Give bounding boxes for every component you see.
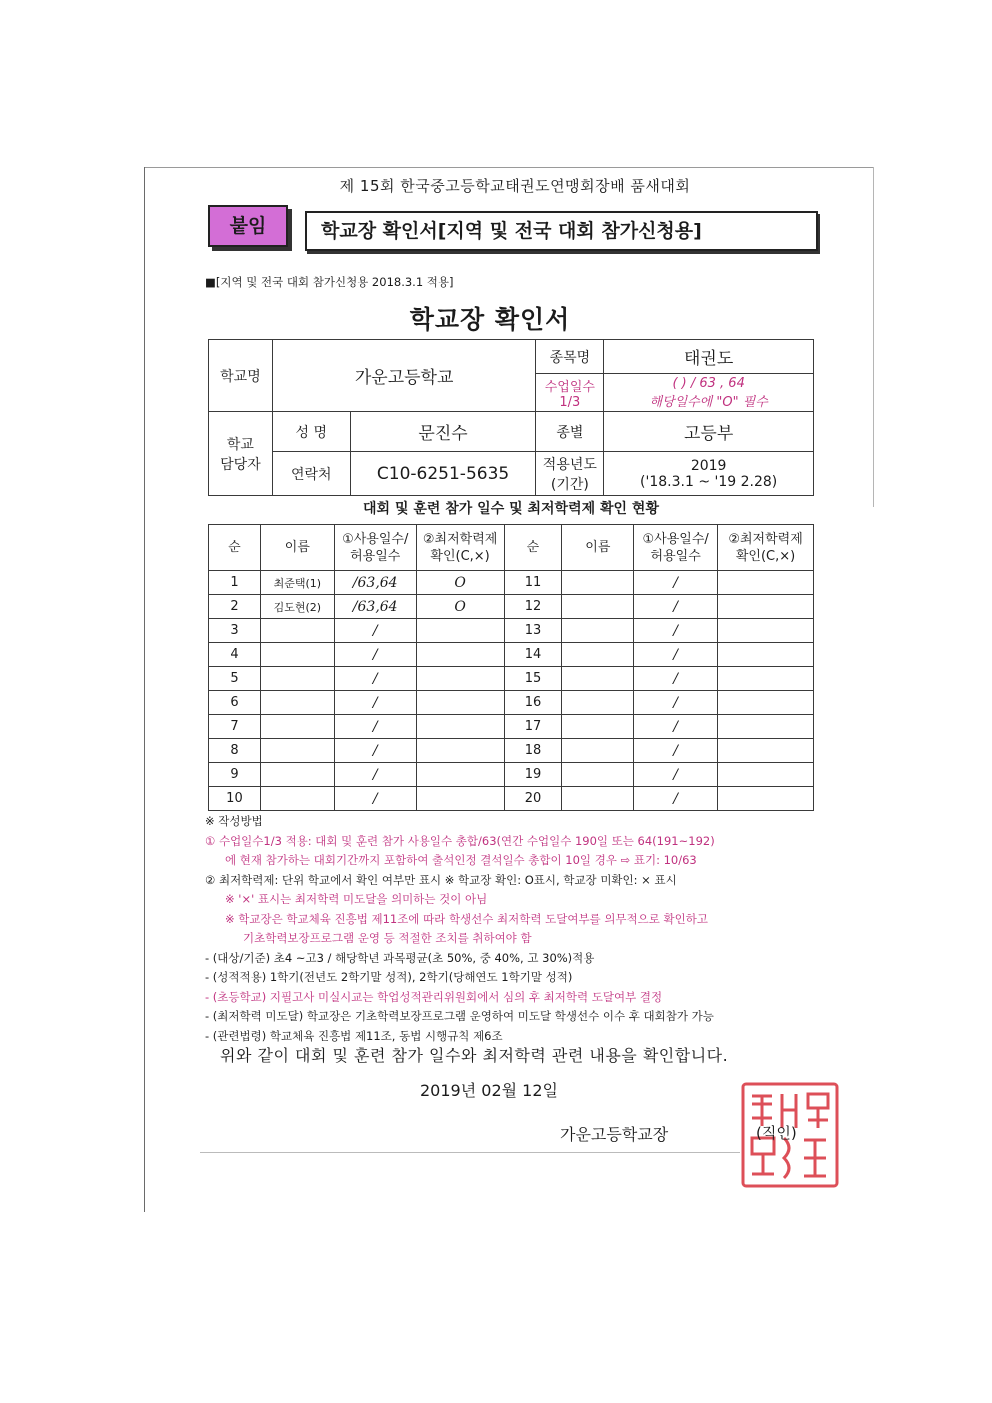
roster-table — [208, 524, 814, 811]
col-check-left-line2: 확인(C,×) — [430, 548, 490, 564]
table-row — [209, 715, 814, 739]
row-name — [260, 739, 334, 763]
form-header: 학교장 확인서[지역 및 전국 대회 참가신청용] — [305, 211, 818, 251]
row-check — [718, 715, 814, 739]
year-value — [604, 452, 814, 496]
row-name — [260, 643, 334, 667]
table-row — [209, 619, 814, 643]
year-label-line2: (기간) — [550, 476, 589, 493]
table-row — [209, 739, 814, 763]
row-check — [718, 595, 814, 619]
row-no: 9 — [209, 763, 261, 787]
row-name — [562, 691, 634, 715]
attachment-badge: 붙임 — [208, 205, 288, 247]
note-3: ※ '×' 표시는 최저학력 미도달을 의미하는 것이 아님 — [225, 892, 488, 906]
note-7: - (초등학교) 지필고사 미실시교는 학업성적관리위원회에서 심의 후 최저학력 도달여부 결정 — [205, 989, 663, 1004]
col-days-right-line2: 허용일수 — [650, 548, 701, 564]
class-days-value-line1: ( ) / 63 , 64 — [672, 375, 745, 391]
note-5: - (대상/기준) 초4 ~고3 / 해당학년 과목평균(초 50%, 중 40%, 고 30%)적용 — [205, 950, 595, 965]
col-check-right-line2: 확인(C,×) — [735, 548, 796, 564]
row-days: /63,64 — [334, 595, 416, 619]
table-row — [209, 643, 814, 667]
row-check — [416, 787, 504, 811]
class-days-value-line2: 해당일수에 "O" 필수 — [649, 394, 768, 410]
year-value-line2: ('18.3.1 ~ '19 2.28) — [640, 473, 778, 490]
row-no: 14 — [504, 643, 562, 667]
row-days: / — [634, 619, 718, 643]
col-days-right — [634, 525, 718, 571]
row-no: 6 — [209, 691, 261, 715]
row-check — [416, 739, 504, 763]
row-name — [562, 643, 634, 667]
col-name-left: 이름 — [260, 525, 334, 571]
row-no: 7 — [209, 715, 261, 739]
col-check-right — [718, 525, 814, 571]
document-title: 학교장 확인서 — [409, 305, 571, 334]
manager-label — [209, 412, 273, 496]
table-row — [209, 667, 814, 691]
row-check — [416, 643, 504, 667]
row-days: / — [334, 739, 416, 763]
row-days: / — [334, 763, 416, 787]
confirmation-statement: 위와 같이 대회 및 훈련 참가 일수와 최저학력 관련 내용을 확인합니다. — [220, 1046, 729, 1065]
row-check — [718, 571, 814, 595]
sport-label: 종목명 — [536, 340, 604, 374]
class-days-label-line1: 수업일수 — [544, 379, 595, 395]
note-4a: ※ 학교장은 학교체육 진흥법 제11조에 따라 학생선수 최저학력 도달여부를 의무적으로 확인하고 — [225, 911, 708, 926]
row-name — [260, 763, 334, 787]
row-check — [718, 739, 814, 763]
col-check-left-line1: ②최저학력제 — [422, 531, 498, 547]
note-1a: ① 수업일수1/3 적용: 대회 및 훈련 참가 사용일수 총합/63(연간 수업일수 190일 또는 64(191~192) — [205, 833, 715, 848]
row-days: / — [634, 763, 718, 787]
row-name: 최준택(1) — [260, 571, 334, 595]
note-9: - (관련법령) 학교체육 진흥법 제11조, 동법 시행규칙 제6조 — [205, 1028, 503, 1043]
row-days: / — [334, 667, 416, 691]
col-no-left: 순 — [209, 525, 261, 571]
col-name-right: 이름 — [562, 525, 634, 571]
row-no: 10 — [209, 787, 261, 811]
row-days: / — [634, 595, 718, 619]
class-days-label — [536, 374, 604, 412]
table-row — [209, 763, 814, 787]
school-label: 학교명 — [209, 340, 273, 412]
writing-instructions — [205, 812, 825, 1046]
row-no: 20 — [504, 787, 562, 811]
row-check — [718, 787, 814, 811]
row-check — [416, 763, 504, 787]
year-label — [536, 452, 604, 496]
col-check-left — [416, 525, 504, 571]
roster-header-row — [209, 525, 814, 571]
row-no: 19 — [504, 763, 562, 787]
row-check — [718, 643, 814, 667]
col-no-right: 순 — [504, 525, 562, 571]
row-no: 13 — [504, 619, 562, 643]
school-value: 가운고등학교 — [272, 340, 536, 412]
row-no: 1 — [209, 571, 261, 595]
event-title: 제 15회 한국중고등학교태권도연맹회장배 품새대회 — [339, 177, 691, 195]
row-no: 11 — [504, 571, 562, 595]
class-days-label-line2: 1/3 — [559, 394, 581, 410]
name-value: 문진수 — [350, 412, 536, 452]
row-name — [562, 787, 634, 811]
row-name — [562, 595, 634, 619]
row-days: /63,64 — [334, 571, 416, 595]
table-row — [209, 571, 814, 595]
roster-section-title: 대회 및 훈련 참가 일수 및 최저학력제 확인 현황 — [363, 501, 659, 517]
row-no: 4 — [209, 643, 261, 667]
division-value: 고등부 — [604, 412, 814, 452]
row-days: / — [334, 691, 416, 715]
frame-left-line — [144, 167, 145, 1212]
note-2: ② 최저학력제: 단위 학교에서 확인 여부만 표시 ※ 학교장 확인: O표시, 학교장 미확인: × 표시 — [205, 872, 677, 887]
row-check — [718, 691, 814, 715]
row-no: 15 — [504, 667, 562, 691]
row-no: 8 — [209, 739, 261, 763]
row-check — [718, 763, 814, 787]
seal-label: (직인) — [756, 1124, 797, 1142]
note-1b: 에 현재 참가하는 대회기간까지 포함하여 출석인정 결석일수 총합이 10일 경우 ⇨ 표기: 10/63 — [225, 853, 697, 867]
row-check — [416, 667, 504, 691]
row-days: / — [634, 691, 718, 715]
col-days-left-line2: 허용일수 — [350, 548, 401, 564]
row-check — [718, 619, 814, 643]
row-days: / — [634, 571, 718, 595]
row-days: / — [634, 643, 718, 667]
manager-label-line2: 담당자 — [220, 456, 261, 473]
row-name — [562, 739, 634, 763]
notes-heading: ※ 작성방법 — [205, 814, 263, 828]
table-row — [209, 691, 814, 715]
col-days-left — [334, 525, 416, 571]
table-row — [209, 595, 814, 619]
row-days: / — [334, 643, 416, 667]
row-no: 18 — [504, 739, 562, 763]
contact-label: 연락처 — [272, 452, 350, 496]
row-days: / — [634, 715, 718, 739]
row-no: 12 — [504, 595, 562, 619]
note-4b: 기초학력보장프로그램 운영 등 적절한 조치를 취하여야 함 — [243, 931, 532, 945]
row-name: 김도현(2) — [260, 595, 334, 619]
note-8: - (최저학력 미도달) 학교장은 기초학력보장프로그램 운영하여 미도달 학생선수 이수 후 대회참가 가능 — [205, 1009, 714, 1023]
frame-top-line — [145, 167, 873, 168]
col-days-left-line1: ①사용일수/ — [342, 531, 409, 547]
row-name — [562, 763, 634, 787]
sport-value: 태권도 — [604, 340, 814, 374]
row-check: O — [416, 595, 504, 619]
row-name — [562, 667, 634, 691]
table-row — [209, 787, 814, 811]
row-days: / — [334, 619, 416, 643]
row-check: O — [416, 571, 504, 595]
row-check — [718, 667, 814, 691]
row-days: / — [334, 787, 416, 811]
bottom-rule — [200, 1152, 740, 1153]
row-check — [416, 619, 504, 643]
row-name — [260, 667, 334, 691]
applicability-note: ■[지역 및 전국 대회 참가신청용 2018.3.1 적용] — [205, 275, 454, 289]
school-info-table — [208, 339, 814, 496]
row-name — [260, 787, 334, 811]
row-name — [260, 619, 334, 643]
row-name — [260, 715, 334, 739]
col-days-right-line1: ①사용일수/ — [642, 531, 709, 547]
row-no: 16 — [504, 691, 562, 715]
name-label: 성 명 — [272, 412, 350, 452]
row-no: 17 — [504, 715, 562, 739]
row-days: / — [634, 787, 718, 811]
row-check — [416, 691, 504, 715]
year-value-line1: 2019 — [690, 457, 727, 474]
row-no: 5 — [209, 667, 261, 691]
row-days: / — [634, 667, 718, 691]
row-days: / — [634, 739, 718, 763]
year-label-line1: 적용년도 — [542, 456, 597, 473]
row-no: 3 — [209, 619, 261, 643]
row-name — [562, 715, 634, 739]
contact-value: C10-6251-5635 — [350, 452, 536, 496]
issue-date: 2019년 02월 12일 — [420, 1081, 558, 1100]
note-6: - (성적적용) 1학기(전년도 2학기말 성적), 2학기(당해연도 1학기말 성적) — [205, 970, 573, 984]
manager-label-line1: 학교 — [226, 436, 254, 453]
division-label: 종별 — [536, 412, 604, 452]
frame-right-line — [873, 167, 874, 507]
col-check-right-line1: ②최저학력제 — [728, 531, 803, 547]
row-name — [260, 691, 334, 715]
row-name — [562, 571, 634, 595]
principal-signature-line: 가운고등학교장 — [560, 1125, 669, 1144]
row-name — [562, 619, 634, 643]
row-no: 2 — [209, 595, 261, 619]
row-check — [416, 715, 504, 739]
class-days-value — [604, 374, 814, 412]
row-days: / — [334, 715, 416, 739]
